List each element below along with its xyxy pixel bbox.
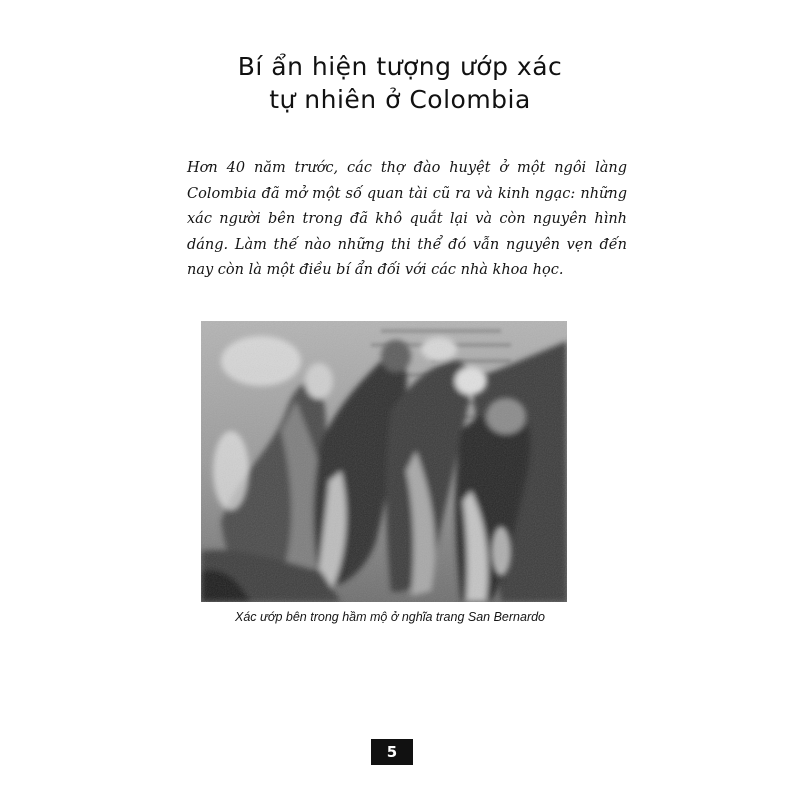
intro-paragraph: Hơn 40 năm trước, các thợ đào huyệt ở một ngôi làng Colombia đã mở một số quan tài cũ ra và kinh ngạc: những xác người bên trong đã khô quắt lại và còn nguyên hình dáng. Làm thế nào những thi thể đó vẫn nguyên vẹn đến nay còn là một điều bí ẩn đối với các nhà khoa học. — [187, 160, 627, 278]
title-line-1: Bí ẩn hiện tượng ướp xác — [237, 52, 563, 81]
page-number-badge: 5 — [371, 739, 413, 765]
article-title — [100, 50, 700, 116]
title-line-2: tự nhiên ở Colombia — [269, 85, 531, 114]
mummies-photo — [201, 321, 567, 602]
photo-caption: Xác ướp bên trong hầm mộ ở nghĩa trang San Bernardo — [234, 610, 546, 624]
mummies-photo-illustration — [201, 321, 567, 602]
